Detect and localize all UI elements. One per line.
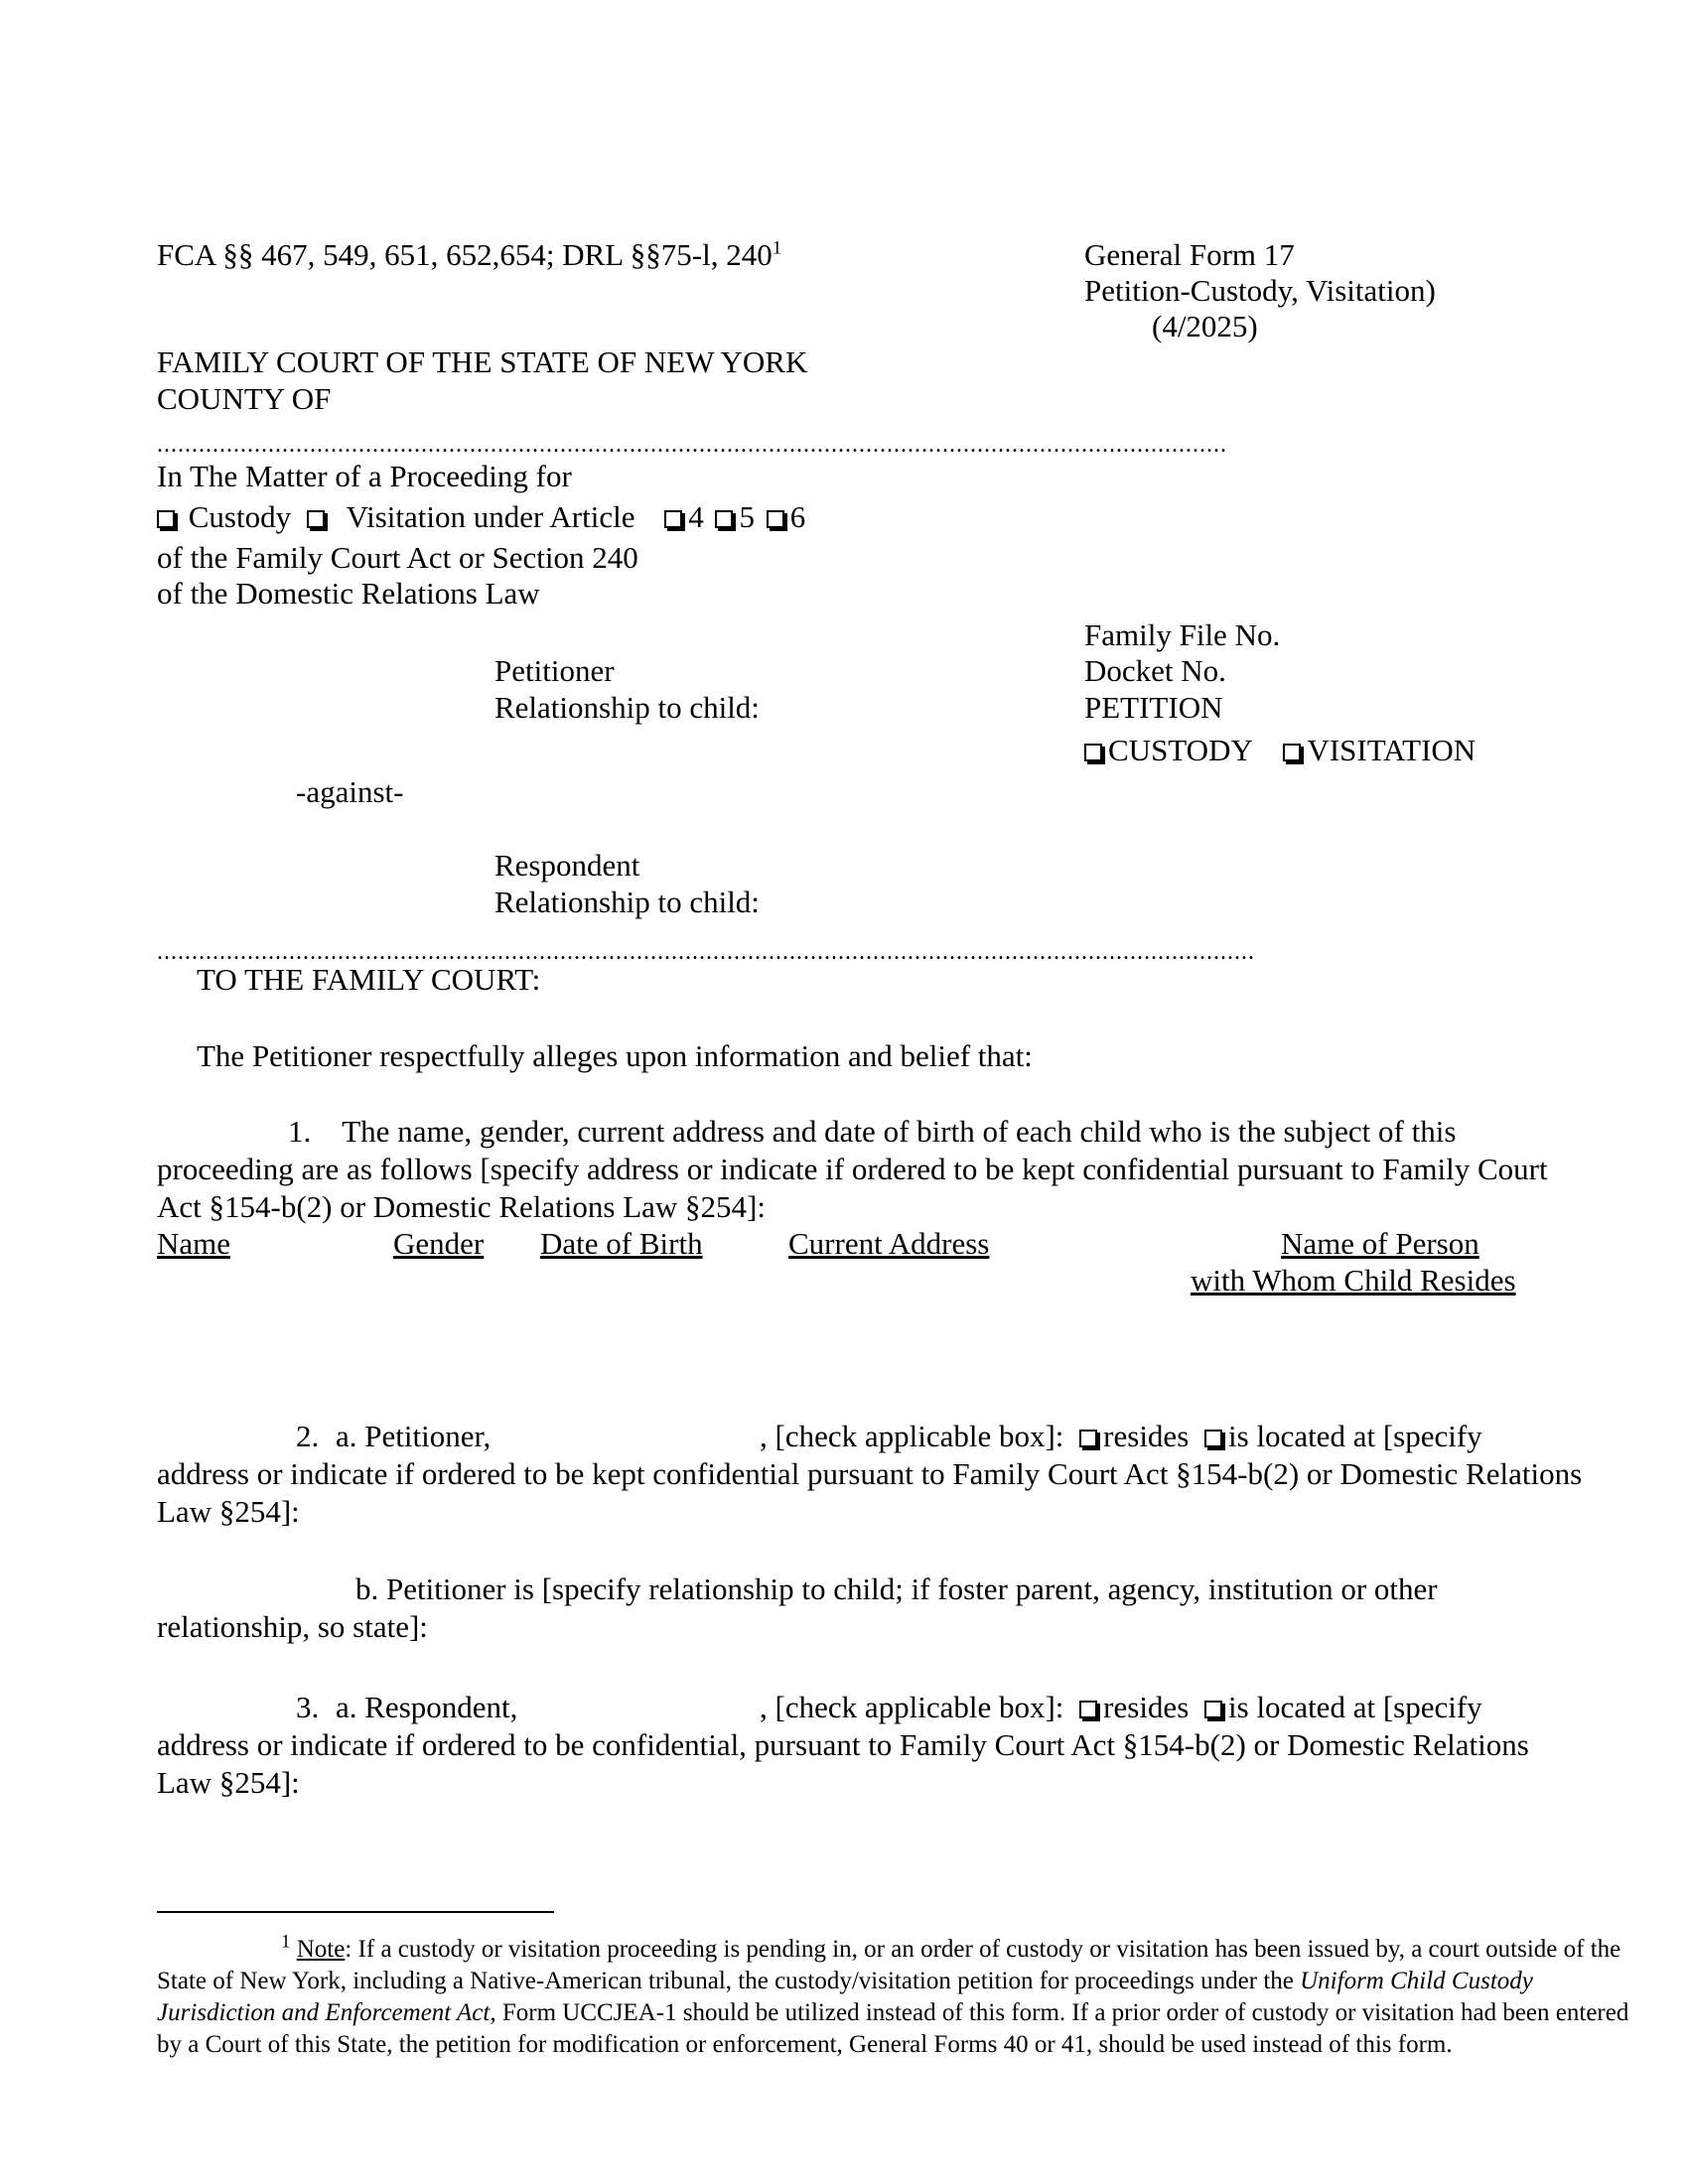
fca-line: of the Family Court Act or Section 240	[157, 540, 638, 575]
petition-visitation-checkbox[interactable]	[1283, 744, 1301, 761]
article-5-checkbox[interactable]	[715, 510, 733, 528]
intro-statement: The Petitioner respectfully alleges upon information and belief that:	[197, 1038, 1033, 1073]
col-header-gender: Gender	[393, 1226, 485, 1261]
docket-number: Docket No.	[1084, 653, 1226, 688]
paragraph-3a-rest: address or indicate if ordered to be confidential, pursuant to Family Court Act §154-b(2) or Domestic Relations Law §254]:	[157, 1727, 1529, 1800]
petition-heading: PETITION	[1084, 690, 1223, 725]
against-label: -against-	[296, 774, 404, 809]
col-header-dob: Date of Birth	[540, 1226, 703, 1261]
petition-visitation-label: VISITATION	[1307, 733, 1477, 767]
paragraph-1-number: 1.	[288, 1114, 312, 1149]
form-title: Petition-Custody, Visitation)	[1084, 273, 1436, 308]
petition-custody-checkbox[interactable]	[1084, 744, 1102, 761]
paragraph-2a-check: , [check applicable box]: resides is located at [specify	[760, 1419, 1482, 1453]
footnote-note-label: Note	[296, 1936, 346, 1963]
col-header-person-line2: with Whom Child Resides	[1191, 1263, 1516, 1297]
county-label: COUNTY OF	[157, 381, 332, 416]
petitioner-resides-label: resides	[1103, 1419, 1190, 1453]
footnote-act-title: Uniform Child Custody Jurisdiction and Enforcement Act,	[157, 1968, 1533, 2026]
paragraph-2b: b. Petitioner is [specify relationship to child; if foster parent, agency, institution or other relationship, so state]:	[157, 1571, 1438, 1644]
custody-checkbox[interactable]	[157, 510, 175, 528]
footnote-rule	[157, 1911, 554, 1913]
form-name: General Form 17	[1084, 237, 1295, 272]
article-6-checkbox[interactable]	[767, 510, 784, 528]
paragraph-3a-check: , [check applicable box]: resides is located at [specify	[760, 1690, 1482, 1724]
paragraph-2a-number: 2.	[296, 1419, 320, 1453]
petition-type-line	[1084, 732, 1476, 769]
matter-line: In The Matter of a Proceeding for	[157, 459, 572, 493]
respondent-label: Respondent	[494, 848, 640, 883]
case-type-line	[157, 498, 805, 536]
caption-top-divider: ..........................................................................................................................................................	[157, 432, 1227, 458]
paragraph-1	[157, 1113, 1587, 1226]
caption-bottom-divider: ..............................................................................................................................................................	[157, 939, 1255, 965]
court-name: FAMILY COURT OF THE STATE OF NEW YORK	[157, 344, 808, 379]
petitioner-resides-checkbox[interactable]	[1079, 1430, 1097, 1447]
paragraph-3a-number: 3.	[296, 1690, 320, 1724]
respondent-located-checkbox[interactable]	[1204, 1701, 1222, 1718]
visitation-label: Visitation under Article	[346, 499, 635, 534]
article-6-label: 6	[789, 499, 806, 534]
family-file-number: Family File No.	[1084, 617, 1281, 652]
footnote-marker: 1	[772, 237, 782, 259]
respondent-located-label: is located at [specify	[1228, 1690, 1482, 1724]
col-header-name: Name	[157, 1226, 231, 1261]
article-5-label: 5	[739, 499, 755, 534]
footnote-text-b: Form UCCJEA-1 should be utilized instead of this form. If a prior order of custody or visitation had been entered by a Court of this State, the petition for modification or enforcement, General Forms 40 or 41, should be used instead of this form.	[157, 1999, 1629, 2058]
col-header-address: Current Address	[788, 1226, 990, 1261]
article-4-checkbox[interactable]	[664, 510, 682, 528]
respondent-resides-checkbox[interactable]	[1079, 1701, 1097, 1718]
petitioner-label: Petitioner	[494, 653, 615, 688]
paragraph-2a-rest: address or indicate if ordered to be kept confidential pursuant to Family Court Act §154-b(2) or Domestic Relations Law §254]:	[157, 1456, 1583, 1529]
paragraph-2a-lead: a. Petitioner,	[336, 1419, 492, 1453]
footnote	[157, 1931, 1646, 2061]
article-4-label: 4	[688, 499, 704, 534]
statute-reference: FCA §§ 467, 549, 651, 652,654; DRL §§75-l, $240^1$	[157, 237, 782, 272]
form-date: (4/2025)	[1152, 309, 1258, 343]
to-court-heading: TO THE FAMILY COURT:	[197, 962, 541, 997]
visitation-checkbox[interactable]	[307, 510, 325, 528]
petitioner-relationship: Relationship to child:	[494, 690, 760, 725]
col-header-person-line1: Name of Person	[1281, 1226, 1479, 1261]
respondent-relationship: Relationship to child:	[494, 885, 760, 919]
paragraph-3a-lead: a. Respondent,	[336, 1690, 518, 1724]
petition-custody-label: CUSTODY	[1108, 733, 1252, 767]
petitioner-located-label: is located at [specify	[1228, 1419, 1482, 1453]
footnote-number: 1	[281, 1931, 291, 1953]
footnote-text-a: : If a custody or visitation proceeding is pending in, or an order of custody or visitation has been issued by, a court outside of the State of New York, including a Native-American tribunal, the custody/visitation petition for proceedings under the	[157, 1936, 1621, 1994]
petitioner-located-checkbox[interactable]	[1204, 1430, 1222, 1447]
paragraph-1-text: The name, gender, current address and date of birth of each child who is the subject of this proceeding are as follows [specify address or indicate if ordered to be kept confidential pursuant to Family Court Act §154-b(2) or Domestic Relations Law §254]:	[157, 1114, 1548, 1224]
custody-label: Custody	[188, 499, 292, 534]
drl-line: of the Domestic Relations Law	[157, 576, 540, 611]
respondent-resides-label: resides	[1103, 1690, 1190, 1724]
